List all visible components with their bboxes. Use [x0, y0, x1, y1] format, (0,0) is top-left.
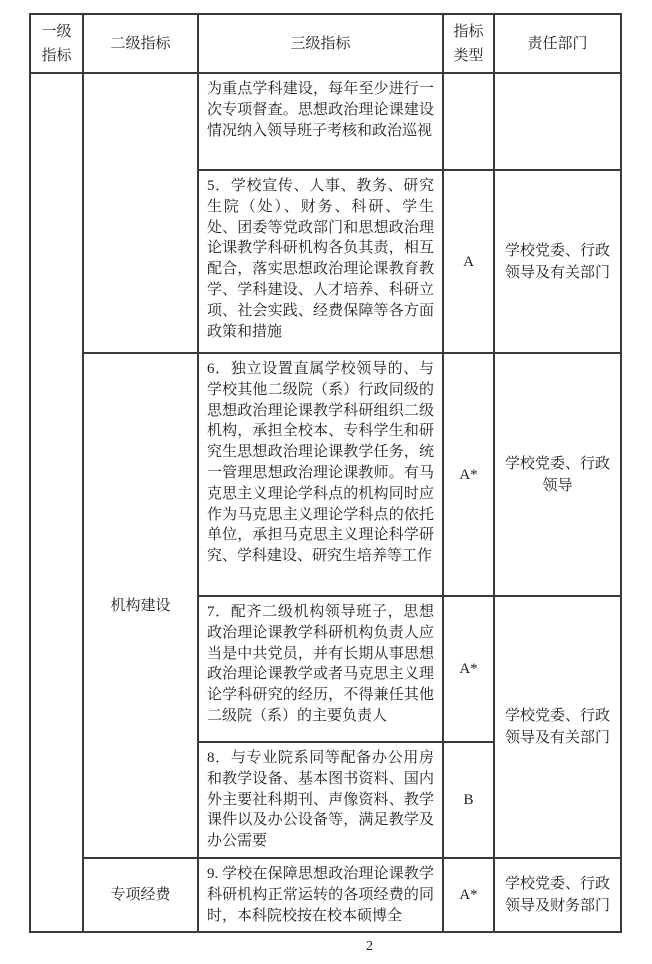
cell-type-item6: A* [443, 353, 494, 596]
cell-level2-org-construction: 机构建设 [83, 353, 198, 858]
cell-level3-item8: 8．与专业院系同等配备办公用房和教学设备、基本图书资料、国内外主要社科期刊、声像资料、教学课件以及办公设备等，满足教学及办公需要 [198, 742, 443, 858]
header-level2-indicator: 二级指标 [83, 14, 198, 73]
cell-level2-special-funds: 专项经费 [83, 858, 198, 932]
cell-type-item9: A* [443, 858, 494, 932]
cell-type-item7: A* [443, 596, 494, 742]
cell-type-item8: B [443, 742, 494, 858]
cell-dept-item7-8: 学校党委、行政领导及有关部门 [494, 596, 621, 858]
header-level1-indicator: 一级指标 [30, 14, 83, 73]
cell-level2-indicator-empty [83, 73, 198, 353]
cell-type-item5: A [443, 170, 494, 353]
page-number: 2 [366, 939, 373, 954]
cell-level3-item5: 5．学校宣传、人事、教务、研究生院（处）、财务、科研、学生处、团委等党政部门和思想政治理论课教学科研机构各负其责，相互配合，落实思想政治理论课教育教学、学科建设、人才培养、科研立项、社会实践、经费保障等各方面政策和措施 [198, 170, 443, 353]
header-level3-indicator: 三级指标 [198, 14, 443, 73]
table-row [30, 353, 621, 596]
cell-level3-item6: 6．独立设置直属学校领导的、与学校其他二级院（系）行政同级的思想政治理论课教学科研组织二级机构，承担全校本、专科学生和研究生思想政治理论课教学任务，统一管理思想政治理论课教师。有马克思主义理论学科点的机构同时应作为马克思主义理论学科点的依托单位，承担马克思主义理论科学研究、学科建设、研究生培养等工作 [198, 353, 443, 596]
cell-level3-item7: 7．配齐二级机构领导班子，思想政治理论课教学科研机构负责人应当是中共党员，并有长期从事思想政治理论课教学或者马克思主义理论学科研究的经历，不得兼任其他二级院（系）的主要负责人 [198, 596, 443, 742]
cell-dept-item5: 学校党委、行政领导及有关部门 [494, 170, 621, 353]
cell-type-row1-empty [443, 73, 494, 170]
table-row [30, 73, 621, 170]
cell-level3-item9: 9. 学校在保障思想政治理论课教学科研机构正常运转的各项经费的同时，本科院校按在校本硕博全 [198, 858, 443, 932]
cell-level3-item4-continued: 为重点学科建设，每年至少进行一次专项督查。思想政治理论课建设情况纳入领导班子考核和政治巡视 [198, 73, 443, 170]
table-header-row [30, 14, 621, 73]
cell-dept-item9: 学校党委、行政领导及财务部门 [494, 858, 621, 932]
indicator-table [29, 13, 622, 933]
cell-dept-row1-empty [494, 73, 621, 170]
header-indicator-type: 指标类型 [443, 14, 494, 73]
table-row [30, 858, 621, 932]
cell-level1-indicator-empty [30, 73, 83, 932]
header-responsible-dept: 责任部门 [494, 14, 621, 73]
cell-dept-item6: 学校党委、行政领导 [494, 353, 621, 596]
